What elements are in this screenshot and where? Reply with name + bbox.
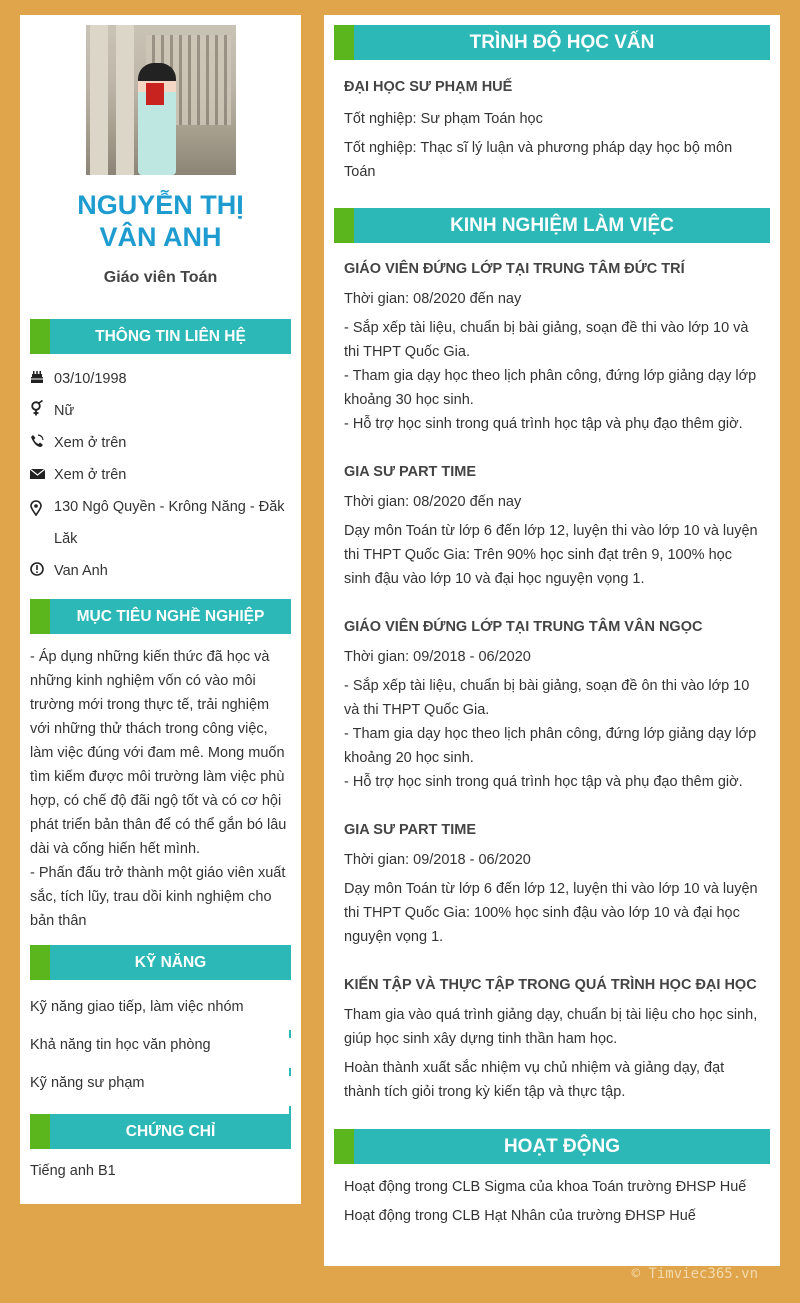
experience-section	[334, 259, 770, 1104]
cake-icon	[30, 363, 54, 395]
experience-heading: KINH NGHIỆM LÀM VIỆC	[334, 208, 770, 243]
education-school: ĐẠI HỌC SƯ PHẠM HUẾ	[344, 79, 513, 95]
gender-value: Nữ	[54, 403, 75, 419]
activities-heading: HOẠT ĐỘNG	[334, 1129, 770, 1164]
contact-birthday	[30, 363, 291, 395]
education-line: Tốt nghiệp: Sư phạm Toán học	[344, 111, 543, 127]
profile-photo	[86, 25, 236, 175]
certificate-item: Tiếng anh B1	[30, 1163, 116, 1179]
contact-email	[30, 459, 291, 491]
experience-time: Thời gian: 09/2018 - 06/2020	[344, 649, 531, 665]
objective-text: - Áp dụng những kiến thức đã học và những kinh nghiệm vốn có vào môi trường mới trong thực tế, trải nghiệm với những thử thách trong công việc, làm việc đúng với đam mê. Mong muốn tìm kiếm được môi trường làm việc phù hợp, có chế độ đãi ngộ tốt và có cơ hội phát triển bản thân để có thể gắn bó lâu dài và cống hiến hết mình. - Phấn đấu trở thành một giáo viên xuất sắc, tích lũy, trau dồi kinh nghiệm cho bản thân	[30, 649, 287, 929]
skills-list	[30, 990, 291, 1104]
experience-title: GIA SƯ PART TIME	[344, 822, 477, 838]
skills-heading: KỸ NĂNG	[30, 945, 291, 980]
skill-level-bar	[289, 1106, 291, 1114]
contact-address	[30, 491, 291, 555]
contact-heading: THÔNG TIN LIÊN HỆ	[30, 319, 291, 354]
experience-desc: - Sắp xếp tài liệu, chuẩn bị bài giảng, soạn đề ôn thi vào lớp 10 và thi THPT Quốc Gia. - Tham gia dạy học theo lịch phân công, đứng lớp giảng dạy lớp khoảng 20 học sinh. - Hỗ trợ học sinh trong quá trình học tập và phụ đạo thêm giờ.	[344, 678, 757, 790]
education-line: Tốt nghiệp: Thạc sĩ lý luận và phương pháp dạy học bộ môn Toán	[344, 140, 733, 180]
activity-item: Hoạt động trong CLB Sigma của khoa Toán trường ĐHSP Huế	[344, 1179, 747, 1195]
experience-desc: Dạy môn Toán từ lớp 6 đến lớp 12, luyện thi vào lớp 10 và luyện thi THPT Quốc Gia: Trên 90% học sinh đạt trên 9, 100% học sinh đậu vào lớp 10 và đại học nguyện vọng 1.	[344, 523, 758, 587]
birthday-value: 03/10/1998	[54, 371, 127, 387]
experience-time: Thời gian: 08/2020 đến nay	[344, 291, 522, 307]
skill-item	[30, 1066, 291, 1104]
photo-certificate	[146, 83, 164, 105]
watermark: © Timviec365.vn	[631, 1266, 758, 1282]
experience-time: Thời gian: 08/2020 đến nay	[344, 494, 522, 510]
certificates-heading: CHỨNG CHỈ	[30, 1114, 291, 1149]
photo-pillar	[90, 25, 108, 175]
experience-title: GIA SƯ PART TIME	[344, 464, 477, 480]
phone-icon	[30, 427, 54, 459]
contact-website	[30, 555, 291, 587]
education-section	[334, 77, 770, 184]
experience-desc: Dạy môn Toán từ lớp 6 đến lớp 12, luyện thi vào lớp 10 và luyện thi THPT Quốc Gia: 100% học sinh đậu vào lớp 10 và đại học nguyện vọng 1.	[344, 881, 758, 945]
skill-item	[30, 990, 291, 1028]
website-value: Van Anh	[54, 563, 108, 579]
experience-desc: Hoàn thành xuất sắc nhiệm vụ chủ nhiệm và giảng dạy, đạt thành tích giỏi trong kỳ kiến tập và thực tập.	[344, 1060, 725, 1100]
education-heading: TRÌNH ĐỘ HỌC VẤN	[334, 25, 770, 60]
candidate-name: NGUYỄN THỊ VÂN ANH	[77, 190, 244, 252]
activity-item: Hoạt động trong CLB Hạt Nhân của trường ĐHSP Huế	[344, 1208, 696, 1224]
objective-heading: MỤC TIÊU NGHỀ NGHIỆP	[30, 599, 291, 634]
gender-icon	[30, 395, 54, 427]
activities-section	[334, 1175, 770, 1228]
address-value: 130 Ngô Quyền - Krông Năng - Đăk Lăk	[54, 499, 285, 547]
skill-label: Kỹ năng sư phạm	[30, 1075, 145, 1091]
contact-list	[30, 363, 291, 587]
envelope-icon	[30, 459, 54, 491]
left-column	[20, 15, 301, 1204]
skill-item	[30, 1028, 291, 1066]
skill-label: Kỹ năng giao tiếp, làm việc nhóm	[30, 999, 244, 1015]
map-pin-icon	[30, 491, 54, 555]
experience-time: Thời gian: 09/2018 - 06/2020	[344, 852, 531, 868]
phone-value: Xem ở trên	[54, 435, 127, 451]
job-title: Giáo viên Toán	[103, 269, 218, 286]
experience-desc: Tham gia vào quá trình giảng dạy, chuẩn bị tài liệu cho học sinh, giúp học sinh xây dựng tinh thần ham học.	[344, 1007, 758, 1047]
info-circle-icon	[30, 555, 54, 587]
photo-pillar	[116, 25, 134, 175]
experience-title: GIÁO VIÊN ĐỨNG LỚP TẠI TRUNG TÂM ĐỨC TRÍ	[344, 261, 685, 277]
experience-title: KIẾN TẬP VÀ THỰC TẬP TRONG QUÁ TRÌNH HỌC ĐẠI HỌC	[344, 977, 757, 993]
experience-desc: - Sắp xếp tài liệu, chuẩn bị bài giảng, soạn đề thi vào lớp 10 và thi THPT Quốc Gia. - Tham gia dạy học theo lịch phân công, đứng lớp giảng dạy lớp khoảng 30 học sinh. - Hỗ trợ học sinh trong quá trình học tập và phụ đạo thêm giờ.	[344, 320, 757, 432]
contact-phone	[30, 427, 291, 459]
contact-gender	[30, 395, 291, 427]
experience-title: GIÁO VIÊN ĐỨNG LỚP TẠI TRUNG TÂM VÂN NGỌC	[344, 619, 703, 635]
photo-person	[138, 63, 176, 175]
right-column	[324, 15, 780, 1266]
skill-label: Khả năng tin học văn phòng	[30, 1037, 211, 1053]
email-value: Xem ở trên	[54, 467, 127, 483]
